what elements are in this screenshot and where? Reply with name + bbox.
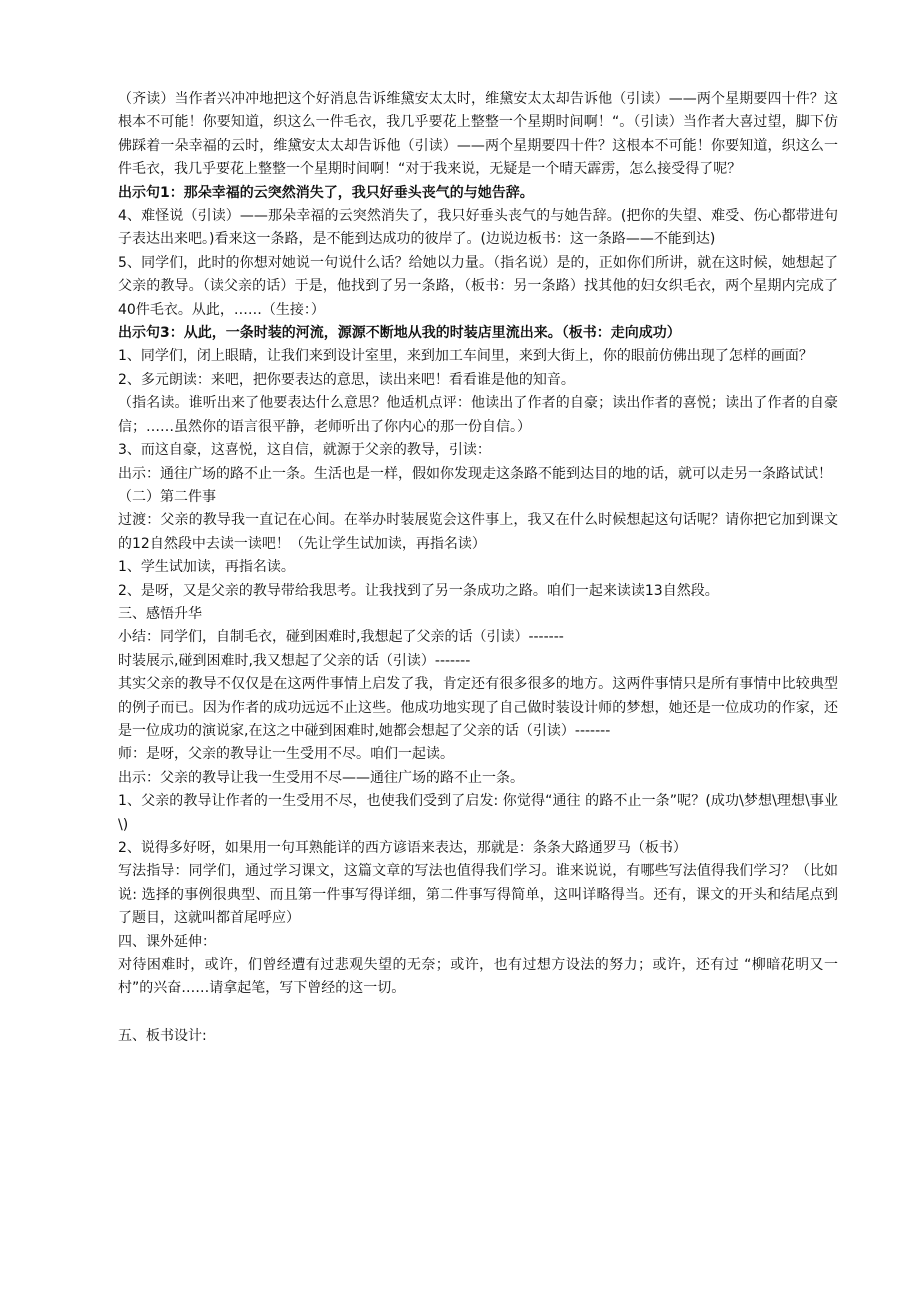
paragraph: 1、父亲的教导让作者的一生受用不尽，也使我们受到了启发: 你觉得“通往 的路不止一条”呢？(成功\梦想\理想\事业\)	[118, 793, 838, 833]
paragraph: 5、同学们，此时的你想对她说一句说什么话？给她以力量。（指名说）是的，正如你们所讲，就在这时候，她想起了父亲的教导。（读父亲的话）于是，他找到了另一条路，（板书：另一条路）找其他的妇女织毛衣，两个星期内完成了40件毛衣。从此，……（生接：）	[118, 254, 838, 318]
paragraph: 三、感悟升华	[118, 605, 202, 622]
paragraph: 1、学生试加读，再指名读。	[118, 559, 295, 576]
paragraph: 五、板书设计:	[118, 1027, 207, 1044]
paragraph: 小结：同学们，自制毛衣，碰到困难时,我想起了父亲的话（引读）-------	[118, 629, 564, 646]
paragraph: 出示：父亲的教导让我一生受用不尽——通往广场的路不止一条。	[118, 769, 524, 786]
paragraph: 其实父亲的教导不仅仅是在这两件事情上启发了我，肯定还有很多很多的地方。这两件事情只是所有事情中比较典型的例子而已。因为作者的成功远远不止这些。他成功地实现了自己做时装设计师的梦想，她还是一位成功的作家，还是一位成功的演说家,在这之中碰到困难时,她都会想起了父亲的话（引读）-------	[118, 676, 838, 739]
paragraph: 四、课外延伸：	[118, 933, 216, 950]
paragraph: 写法指导：同学们，通过学习课文，这篇文章的写法也值得我们学习。谁来说说，有哪些写法值得我们学习？（比如说: 选择的事例很典型、而且第一件事写得详细，第二件事写得简单，这叫详略得当。还有，课文的开头和结尾点到了题目，这就叫都首尾呼应）	[118, 863, 838, 927]
document-body	[118, 88, 838, 1048]
paragraph: 2、是呀，又是父亲的教导带给我思考。让我找到了另一条成功之路。咱们一起来读读13自然段。	[118, 582, 719, 599]
blank-line	[118, 1001, 838, 1025]
paragraph: 1、同学们，闭上眼睛，让我们来到设计室里，来到加工车间里，来到大街上，你的眼前仿佛出现了怎样的画面？	[118, 348, 813, 365]
paragraph: （指名读。谁听出来了他要表达什么意思？他适机点评：他读出了作者的自豪；读出作者的喜悦；读出了作者的自豪信；……虽然你的语言很平静，老师听出了你内心的那一份自信。）	[118, 395, 838, 435]
paragraph: （齐读）当作者兴冲冲地把这个好消息告诉维黛安太太时，维黛安太太却告诉他（引读）——两个星期要四十件？这根本不可能！你要知道，织这么一件毛衣，我几乎要花上整整一个星期时间啊！“。（引读）当作者大喜过望，脚下仿佛踩着一朵幸福的云时，维黛安太太却告诉他（引读）——两个星期要四十件？这根本不可能！你要知道，织这么一件毛衣，我几乎要花上整整一个星期时间啊！“对于我来说，无疑是一个晴天霹雳，怎么接受得了呢？	[118, 91, 838, 178]
paragraph: （二）第二件事	[118, 488, 216, 505]
paragraph: 时装展示,碰到困难时,我又想起了父亲的话（引读）-------	[118, 652, 471, 669]
paragraph: 师：是呀，父亲的教导让一生受用不尽。咱们一起读。	[118, 746, 454, 763]
paragraph: 4、难怪说（引读）——那朵幸福的云突然消失了，我只好垂头丧气的与她告辞。(把你的失望、难受、伤心都带进句子表达出来吧。)看来这一条路，是不能到达成功的彼岸了。(边说边板书：这一条路——不能到达)	[118, 208, 838, 248]
paragraph: 对待困难时，或许，们曾经遭有过悲观失望的无奈；或许，也有过想方设法的努力；或许，还有过 “柳暗花明又一村”的兴奋……请拿起笔，写下曾经的这一切。	[118, 957, 838, 997]
paragraph: 出示句3：从此，一条时装的河流，源源不断地从我的时装店里流出来。（板书：走向成功）	[118, 325, 681, 342]
paragraph: 出示句1：那朵幸福的云突然消失了，我只好垂头丧气的与她告辞。	[118, 184, 534, 201]
paragraph: 2、多元朗读：来吧，把你要表达的意思，读出来吧！看看谁是他的知音。	[118, 371, 575, 388]
paragraph: 出示：通往广场的路不止一条。生活也是一样，假如你发现走这条路不能到达目的地的话，就可以走另一条路试试！	[118, 465, 832, 482]
paragraph: 3、而这自豪，这喜悦，这自信，就源于父亲的教导，引读：	[118, 442, 491, 459]
paragraph: 2、说得多好呀，如果用一句耳熟能详的西方谚语来表达，那就是：条条大路通罗马（板书）	[118, 840, 687, 856]
paragraph: 过渡：父亲的教导我一直记在心间。在举办时装展览会这件事上，我又在什么时候想起这句话呢？请你把它加到课文的12自然段中去读一读吧！（先让学生试加读，再指名读）	[118, 512, 838, 552]
